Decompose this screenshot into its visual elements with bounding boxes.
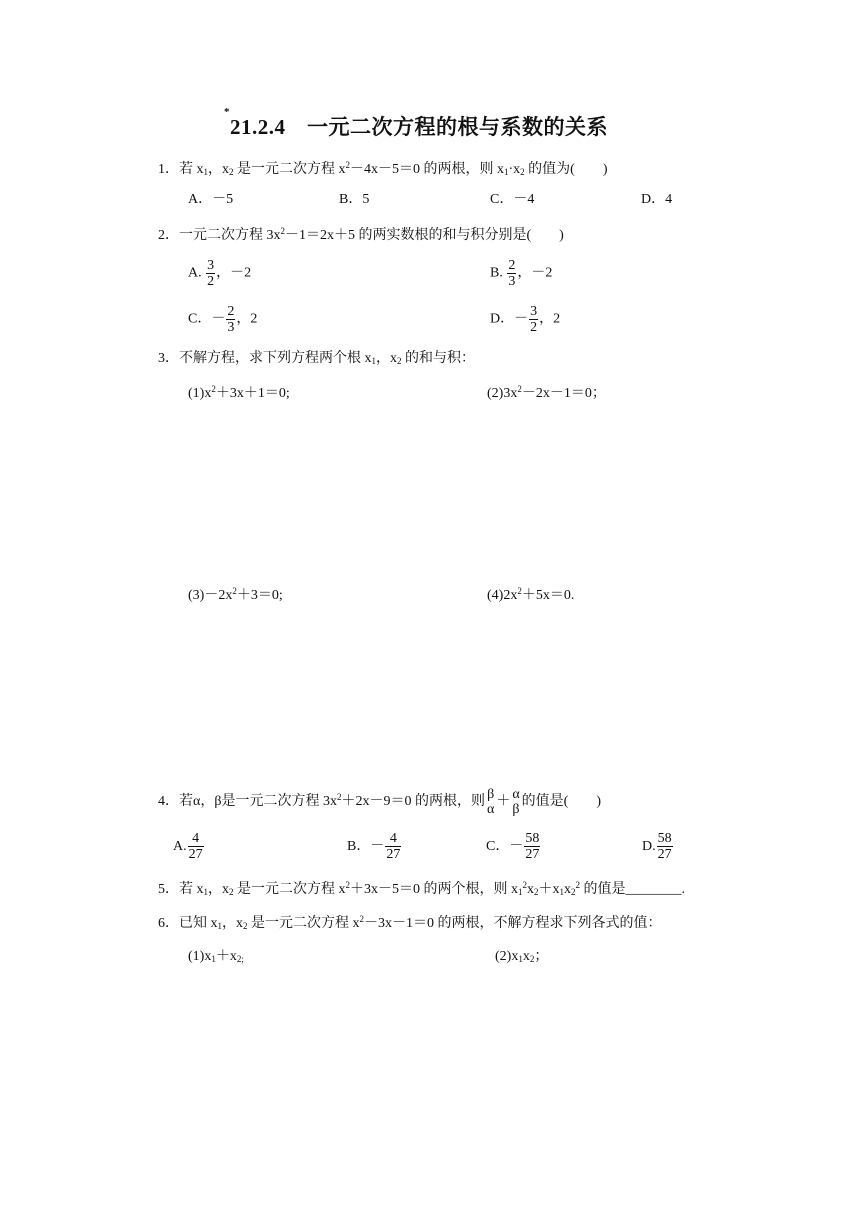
- question-2-stem: 2．一元二次方程 $3x^2-1=2x+5$ 的两实数根的和与积分别是( ): [158, 226, 564, 243]
- question-1-option-b: B．5: [339, 192, 370, 207]
- question-2-option-a: A. $\frac{3}{2}$ ，－2: [188, 258, 252, 289]
- fraction: $\frac{58}{27}$: [525, 831, 540, 863]
- question-3-part-2: $(2)3x^2-2x-1=0$；: [487, 384, 606, 401]
- question-3-part-1: $(1)x^2+3x+1=0$;: [188, 384, 290, 401]
- question-6-stem: 6．已知 $x_1$，$x_2$ 是一元二次方程 $x^2-3x-1=0$ 的两根，不解方程求下列各式的值：: [158, 914, 662, 931]
- question-6-part-1: $(1)x_1+x_{2;}$: [188, 949, 244, 964]
- question-4-option-d: D. $\frac{58}{27}$: [642, 831, 672, 863]
- question-3-stem: 3．不解方程，求下列方程两个根 $x_1$，$x_2$ 的和与积：: [158, 351, 475, 366]
- page-title: [224, 106, 608, 140]
- question-2-option-d: D．－ $\frac{3}{2}$ ，2: [490, 304, 561, 335]
- question-5-stem: 5．若 $x_1$，$x_2$ 是一元二次方程 $x^2+3x-5=0$ 的两个根，则 $x_1^2x_2+x_1x_2^2$ 的值是________.: [158, 880, 685, 897]
- question-1-stem: 1．若 $x_1$，$x_2$ 是一元二次方程 $x^2-4x-5=0$ 的两根，则 $x_1\cdot x_2$ 的值为( ): [158, 160, 608, 177]
- fraction: $\frac{2}{3}$: [508, 258, 516, 289]
- question-4-option-b: B．－ $\frac{4}{27}$: [347, 831, 401, 863]
- question-2-option-b: B. $\frac{2}{3}$ ，－2: [490, 258, 553, 289]
- fraction: $\frac{3}{2}$: [530, 304, 538, 335]
- fraction: $\frac{3}{2}$: [207, 258, 215, 289]
- question-4-option-c: C．－ $\frac{58}{27}$: [486, 831, 540, 863]
- question-6-part-2: $(2)x_1x_2$；: [495, 949, 549, 964]
- question-1-option-c: C．－4: [490, 192, 535, 207]
- fraction: β α: [486, 786, 495, 817]
- question-3-part-3: $(3)-2x^2+3=0$;: [188, 586, 283, 603]
- fraction: α β: [512, 786, 520, 817]
- title-mark: *: [224, 106, 230, 118]
- question-3-part-4: $(4)2x^2+5x=0$.: [487, 586, 575, 603]
- title-text: 21.2.4 一元二次方程的根与系数的关系: [230, 115, 608, 139]
- fraction: $\frac{4}{27}$: [386, 831, 401, 863]
- fraction: $\frac{2}{3}$: [227, 304, 235, 335]
- question-1-option-d: D．4: [641, 192, 673, 207]
- question-4-stem: 4．若α，β是一元二次方程 $3x^2+2x-9=0$ 的两根，则 β α ＋ α β 的值是( ): [158, 786, 601, 817]
- question-1-option-a: A．－5: [188, 192, 234, 207]
- fraction: $\frac{4}{27}$: [188, 831, 203, 863]
- question-4-option-a: A. $\frac{4}{27}$: [173, 831, 203, 863]
- question-2-option-c: C．－ $\frac{2}{3}$ ，2: [188, 304, 258, 335]
- fraction: $\frac{58}{27}$: [657, 831, 672, 863]
